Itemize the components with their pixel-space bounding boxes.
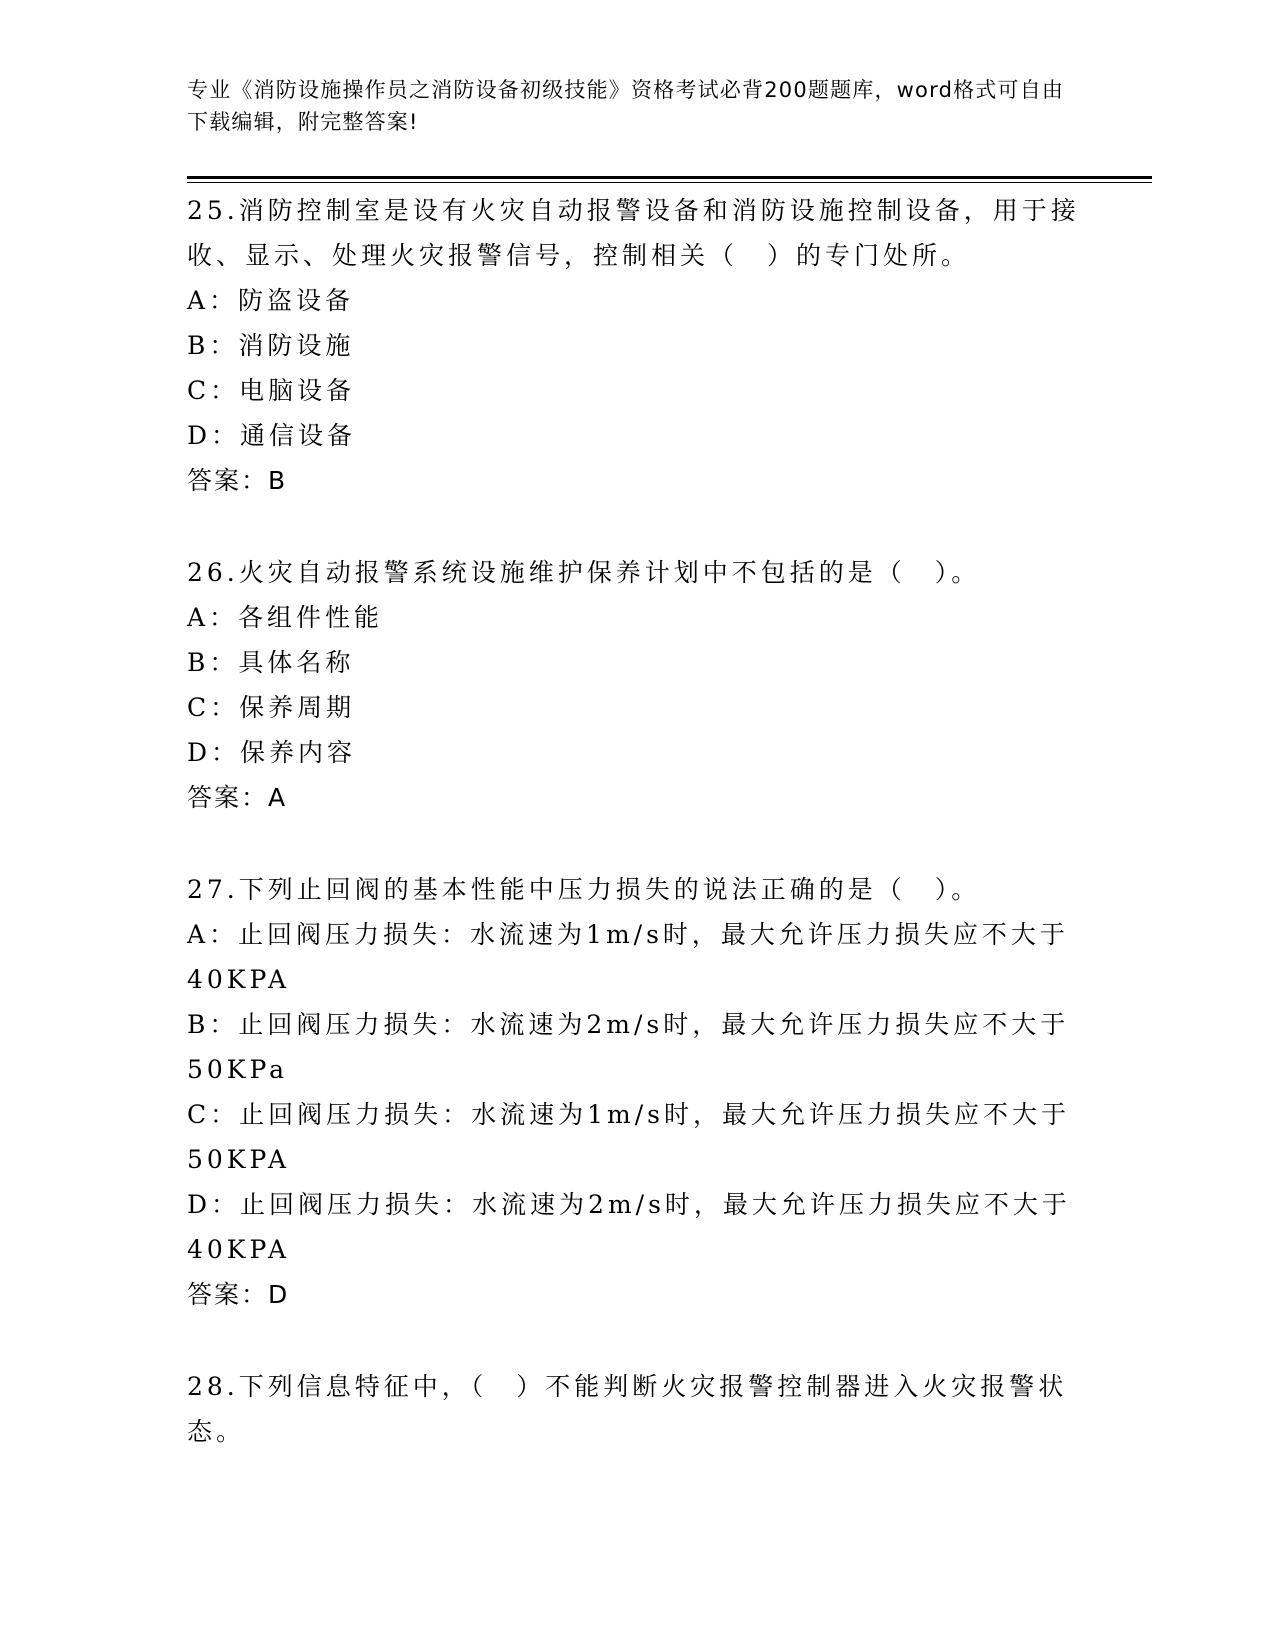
question-stem: 25.消防控制室是设有火灾自动报警设备和消防设施控制设备，用于接收、显示、处理火灾报警信号，控制相关（ ）的专门处所。 — [187, 196, 1080, 270]
question-26 — [187, 550, 1107, 820]
question-27 — [187, 867, 1107, 1317]
question-stem: 26.火灾自动报警系统设施维护保养计划中不包括的是（ ）。 — [187, 558, 981, 587]
header-divider-thin — [187, 182, 1152, 183]
header-divider-thick — [187, 176, 1152, 179]
question-stem: 27.下列止回阀的基本性能中压力损失的说法正确的是（ ）。 — [187, 875, 981, 904]
question-28 — [187, 1364, 1107, 1454]
question-list — [187, 188, 1107, 1454]
answer: 答案：A — [187, 783, 288, 812]
option-a: A：止回阀压力损失：水流速为1m/s时，最大允许压力损失应不大于40KPA — [187, 920, 1069, 994]
option-d: D：通信设备 — [187, 421, 357, 450]
spacer — [187, 1317, 1107, 1364]
option-d: D：保养内容 — [187, 738, 357, 767]
question-stem: 28.下列信息特征中，（ ）不能判断火灾报警控制器进入火灾报警状态。 — [187, 1372, 1068, 1446]
option-a: A：各组件性能 — [187, 603, 384, 632]
answer: 答案：B — [187, 466, 288, 495]
spacer — [187, 820, 1107, 867]
option-d: D：止回阀压力损失：水流速为2m/s时，最大允许压力损失应不大于40KPA — [187, 1190, 1071, 1264]
option-c: C：止回阀压力损失：水流速为1m/s时，最大允许压力损失应不大于50KPA — [187, 1100, 1070, 1174]
option-b: B：止回阀压力损失：水流速为2m/s时，最大允许压力损失应不大于50KPa — [187, 1010, 1070, 1084]
option-b: B：消防设施 — [187, 331, 355, 360]
option-c: C：保养周期 — [187, 693, 356, 722]
document-header: 专业《消防设施操作员之消防设备初级技能》资格考试必背200题题库，word格式可自由下载编辑，附完整答案! — [187, 78, 1065, 134]
option-b: B：具体名称 — [187, 648, 355, 677]
spacer — [187, 503, 1107, 550]
answer: 答案：D — [187, 1280, 290, 1309]
option-a: A：防盗设备 — [187, 286, 355, 315]
question-25 — [187, 188, 1107, 503]
option-c: C：电脑设备 — [187, 376, 356, 405]
